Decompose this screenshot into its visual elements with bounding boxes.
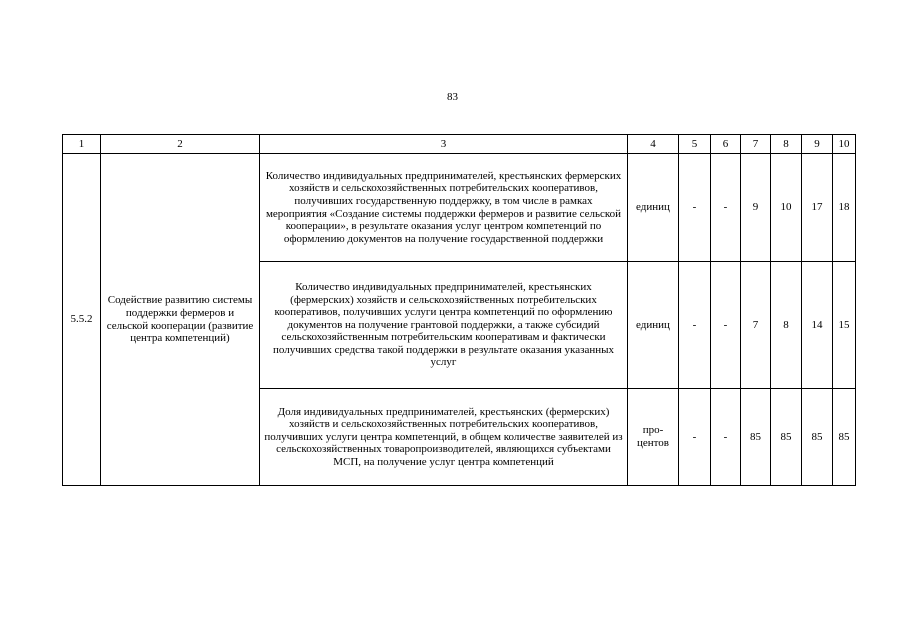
value-col-9: 17 [802, 154, 833, 262]
value-col-10: 15 [833, 262, 856, 389]
value-col-7: 7 [741, 262, 771, 389]
indicator-text: Количество индивидуальных предпринимателей, крестьянских фермерских хозяйств и сельскохозяйственных потребительских кооперативов, получивших государственную поддержку, в том числе в рамках мероприятия «Создание системы поддержки фермеров и развитие сельской кооперации», в результате оказания услуг центром компетенций по оформлению документов на получение государственной поддержки [260, 154, 628, 262]
value-col-6: - [711, 389, 741, 486]
value-col-5: - [679, 154, 711, 262]
header-col-8: 8 [771, 135, 802, 154]
unit-cell: про-центов [628, 389, 679, 486]
header-col-7: 7 [741, 135, 771, 154]
unit-cell: единиц [628, 154, 679, 262]
value-col-8: 10 [771, 154, 802, 262]
header-col-2: 2 [101, 135, 260, 154]
table-row [63, 154, 856, 262]
indicator-text: Доля индивидуальных предпринимателей, крестьянских (фермерских) хозяйств и сельскохозяйственных потребительских кооперативов, получивших услуги центра компетенций, в общем количестве заявителей из сельскохозяйственных товаропроизводителей, являющихся субъектами МСП, на получение услуг центра компетенций [260, 389, 628, 486]
value-col-9: 14 [802, 262, 833, 389]
value-col-8: 8 [771, 262, 802, 389]
value-col-5: - [679, 389, 711, 486]
activity-name: Содействие развитию системы поддержки фермеров и сельской кооперации (развитие центра компетенций) [101, 154, 260, 486]
indicator-text: Количество индивидуальных предпринимателей, крестьянских (фермерских) хозяйств и сельскохозяйственных потребительских кооперативов, получивших услуги центра компетенций по оформлению документов на получение грантовой поддержки, а также субсидий сельскохозяйственным потребительским кооперативам и фактически получивших средства такой поддержки в результате оказания указанных услуг [260, 262, 628, 389]
value-col-7: 9 [741, 154, 771, 262]
header-col-4: 4 [628, 135, 679, 154]
value-col-8: 85 [771, 389, 802, 486]
header-col-1: 1 [63, 135, 101, 154]
header-row [63, 135, 856, 154]
value-col-5: - [679, 262, 711, 389]
value-col-6: - [711, 154, 741, 262]
page-number: 83 [447, 91, 458, 103]
header-col-10: 10 [833, 135, 856, 154]
unit-cell: единиц [628, 262, 679, 389]
value-col-7: 85 [741, 389, 771, 486]
value-col-6: - [711, 262, 741, 389]
item-code: 5.5.2 [63, 154, 101, 486]
value-col-10: 18 [833, 154, 856, 262]
header-col-6: 6 [711, 135, 741, 154]
header-col-5: 5 [679, 135, 711, 154]
value-col-10: 85 [833, 389, 856, 486]
indicators-table [62, 134, 856, 486]
header-col-3: 3 [260, 135, 628, 154]
value-col-9: 85 [802, 389, 833, 486]
header-col-9: 9 [802, 135, 833, 154]
